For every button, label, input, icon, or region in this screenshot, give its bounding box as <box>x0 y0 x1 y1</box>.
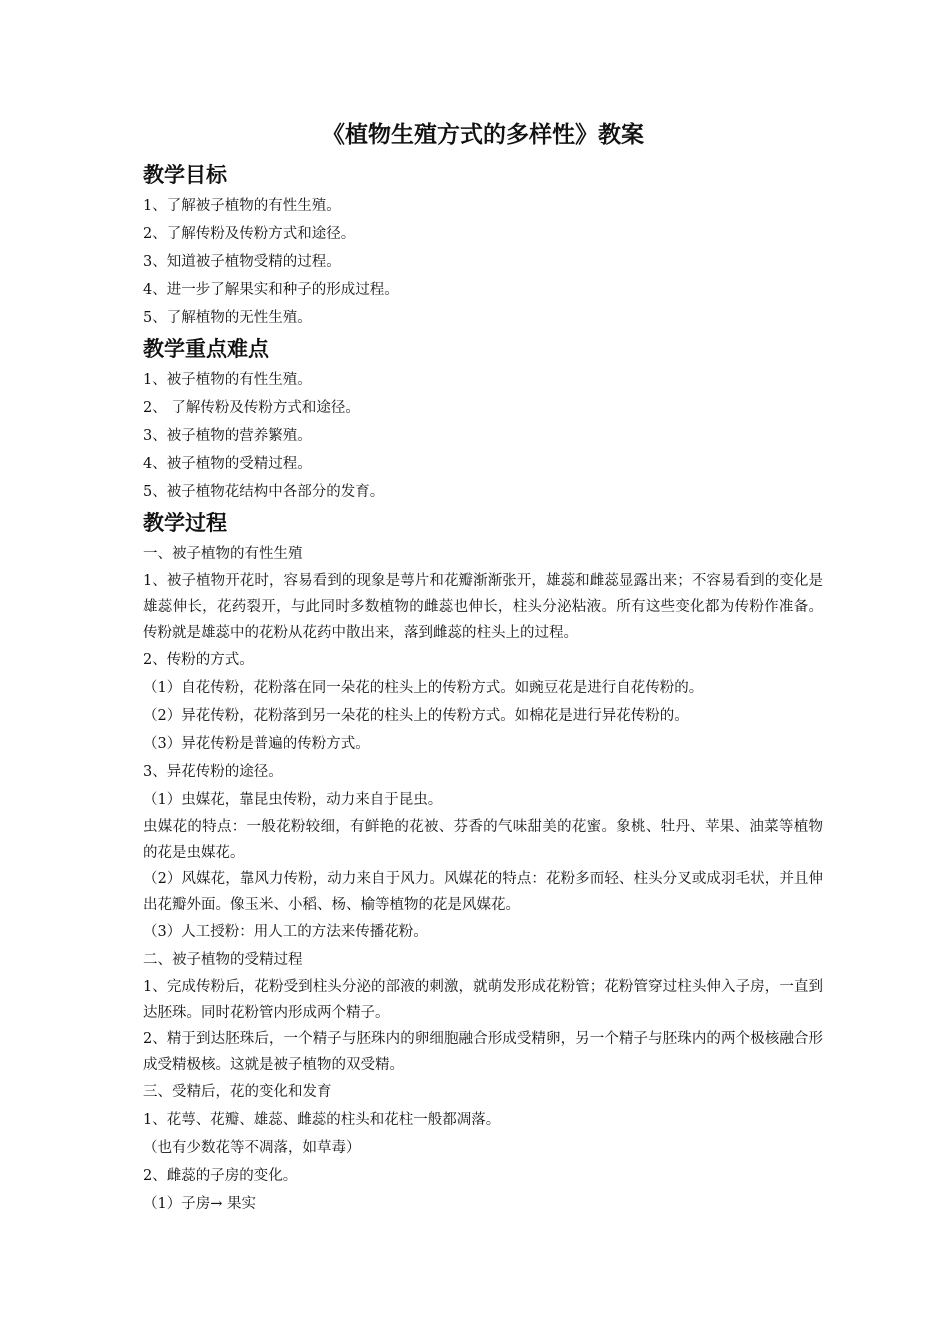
process-line: （3）异花传粉是普遍的传粉方式。 <box>143 736 370 752</box>
process-subheading: 二、被子植物的受精过程 <box>143 952 303 968</box>
key-point-item: 2、 了解传粉及传粉方式和途径。 <box>143 400 360 416</box>
process-subheading: 三、受精后，花的变化和发育 <box>143 1084 332 1100</box>
process-line: （1）自花传粉，花粉落在同一朵花的柱头上的传粉方式。如豌豆花是进行自花传粉的。 <box>143 680 704 696</box>
process-line: （1）虫媒花，靠昆虫传粉，动力来自于昆虫。 <box>143 792 443 808</box>
process-line: （也有少数花等不凋落，如草毒） <box>143 1140 361 1156</box>
objective-item: 4、进一步了解果实和种子的形成过程。 <box>143 282 399 298</box>
process-line: 1、花萼、花瓣、雄蕊、雌蕊的柱头和花柱一般都凋落。 <box>143 1112 501 1128</box>
heading-key-points: 教学重点难点 <box>143 337 269 361</box>
process-line: （1）子房→ 果实 <box>143 1196 256 1212</box>
heading-objectives: 教学目标 <box>143 163 227 187</box>
process-paragraph: 1、完成传粉后，花粉受到柱头分泌的部液的刺激，就萌发形成花粉管；花粉管穿过柱头伸入子房，一直到达胚珠。同时花粉管内形成两个精子。 <box>143 979 823 1021</box>
process-line: （2）异花传粉，花粉落到另一朵花的柱头上的传粉方式。如棉花是进行异花传粉的。 <box>143 708 689 724</box>
process-line: 3、异花传粉的途径。 <box>143 764 283 780</box>
process-subheading: 一、被子植物的有性生殖 <box>143 546 303 562</box>
key-point-item: 3、被子植物的营养繁殖。 <box>143 428 312 444</box>
heading-process: 教学过程 <box>143 511 227 535</box>
process-paragraph: 虫媒花的特点：一般花粉较细，有鲜艳的花被、芬香的气味甜美的花蜜。象桃、牡丹、苹果、油菜等植物的花是虫媒花。 <box>143 819 823 861</box>
process-paragraph: （2）风媒花，靠风力传粉，动力来自于风力。风媒花的特点：花粉多而轻、柱头分叉或成羽毛状，并且伸出花瓣外面。像玉米、小稻、杨、榆等植物的花是风媒花。 <box>143 871 823 913</box>
objective-item: 5、了解植物的无性生殖。 <box>143 310 312 326</box>
objective-item: 2、了解传粉及传粉方式和途径。 <box>143 226 356 242</box>
key-point-item: 5、被子植物花结构中各部分的发育。 <box>143 484 385 500</box>
process-line: 2、传粉的方式。 <box>143 652 254 668</box>
objective-item: 1、了解被子植物的有性生殖。 <box>143 198 341 214</box>
process-line: 2、雌蕊的子房的变化。 <box>143 1168 298 1184</box>
objective-item: 3、知道被子植物受精的过程。 <box>143 254 341 270</box>
document-title: 《植物生殖方式的多样性》教案 <box>322 122 644 148</box>
document-content <box>143 118 823 1218</box>
key-point-item: 1、被子植物的有性生殖。 <box>143 372 312 388</box>
process-line: （3）人工授粉：用人工的方法来传播花粉。 <box>143 924 428 940</box>
process-paragraph: 1、被子植物开花时，容易看到的现象是萼片和花瓣渐渐张开，雄蕊和雌蕊显露出来；不容易看到的变化是雄蕊伸长，花药裂开，与此同时多数植物的雌蕊也伸长，柱头分泌粘液。所有这些变化都为传粉作准备。传粉就是雄蕊中的花粉从花药中散出来，落到雌蕊的柱头上的过程。 <box>143 573 823 641</box>
process-paragraph: 2、精于到达胚珠后，一个精子与胚珠内的卵细胞融合形成受精卵，另一个精子与胚珠内的两个极核融合形成受精极核。这就是被子植物的双受精。 <box>143 1031 823 1073</box>
key-point-item: 4、被子植物的受精过程。 <box>143 456 312 472</box>
